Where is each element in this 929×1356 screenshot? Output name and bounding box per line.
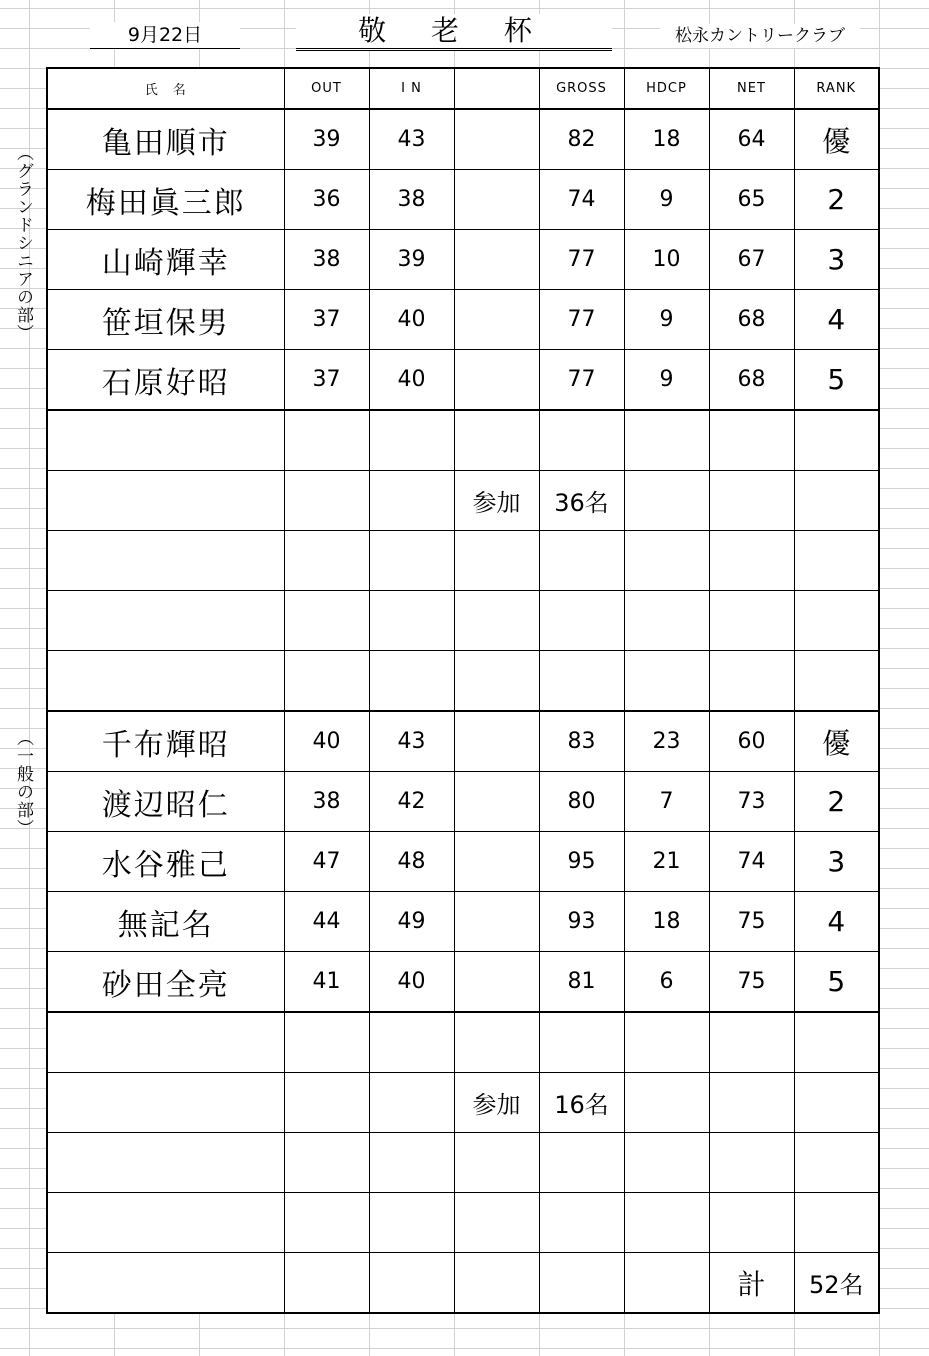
player-name: 砂田全亮 xyxy=(47,952,284,1013)
col-header-net: NET xyxy=(709,68,794,109)
table-row xyxy=(47,832,879,892)
col-header-rank: RANK xyxy=(794,68,879,109)
net-score: 74 xyxy=(709,832,794,892)
participants-row xyxy=(47,1073,879,1133)
rank-value: 3 xyxy=(794,832,879,892)
hdcp-value: 9 xyxy=(624,170,709,230)
gross-score: 77 xyxy=(539,290,624,350)
rank-value: 5 xyxy=(794,952,879,1013)
empty-row xyxy=(47,1193,879,1253)
blank-cell xyxy=(454,350,539,411)
net-score: 68 xyxy=(709,350,794,411)
player-name: 梅田眞三郎 xyxy=(47,170,284,230)
participants-row xyxy=(47,471,879,531)
out-score: 38 xyxy=(284,772,369,832)
event-title: 敬 老 杯 xyxy=(296,14,612,51)
col-header-blank xyxy=(454,68,539,109)
table-row xyxy=(47,952,879,1013)
blank-cell xyxy=(454,170,539,230)
table-row xyxy=(47,109,879,170)
out-score: 47 xyxy=(284,832,369,892)
blank-cell xyxy=(454,290,539,350)
blank-cell xyxy=(454,772,539,832)
hdcp-value: 9 xyxy=(624,350,709,411)
in-score: 48 xyxy=(369,832,454,892)
col-header-name: 氏 名 xyxy=(47,68,284,109)
event-date: 9月22日 xyxy=(90,22,240,49)
hdcp-value: 9 xyxy=(624,290,709,350)
participants-count: 36名 xyxy=(539,471,624,531)
empty-row xyxy=(47,591,879,651)
in-score: 43 xyxy=(369,109,454,170)
table-row xyxy=(47,230,879,290)
in-score: 43 xyxy=(369,711,454,772)
col-header-out: OUT xyxy=(284,68,369,109)
hdcp-value: 18 xyxy=(624,109,709,170)
net-score: 60 xyxy=(709,711,794,772)
blank-cell xyxy=(454,892,539,952)
rank-value: 5 xyxy=(794,350,879,411)
player-name: 笹垣保男 xyxy=(47,290,284,350)
out-score: 39 xyxy=(284,109,369,170)
out-score: 37 xyxy=(284,350,369,411)
header-row xyxy=(47,68,879,109)
out-score: 37 xyxy=(284,290,369,350)
empty-row xyxy=(47,1012,879,1073)
net-score: 68 xyxy=(709,290,794,350)
in-score: 40 xyxy=(369,350,454,411)
table-row xyxy=(47,290,879,350)
player-name: 千布輝昭 xyxy=(47,711,284,772)
empty-row xyxy=(47,410,879,471)
player-name: 山崎輝幸 xyxy=(47,230,284,290)
empty-row xyxy=(47,531,879,591)
gross-score: 77 xyxy=(539,350,624,411)
rank-value: 2 xyxy=(794,170,879,230)
section-label-grand-senior: （グランドシニアの部） xyxy=(13,144,33,342)
player-name: 無記名 xyxy=(47,892,284,952)
player-name: 水谷雅己 xyxy=(47,832,284,892)
out-score: 40 xyxy=(284,711,369,772)
in-score: 40 xyxy=(369,952,454,1013)
net-score: 75 xyxy=(709,892,794,952)
in-score: 40 xyxy=(369,290,454,350)
blank-cell xyxy=(454,952,539,1013)
net-score: 75 xyxy=(709,952,794,1013)
club-name: 松永カントリークラブ xyxy=(660,24,860,48)
in-score: 49 xyxy=(369,892,454,952)
table-row xyxy=(47,711,879,772)
gross-score: 83 xyxy=(539,711,624,772)
table-row xyxy=(47,772,879,832)
table-row xyxy=(47,892,879,952)
col-header-gross: GROSS xyxy=(539,68,624,109)
net-score: 67 xyxy=(709,230,794,290)
player-name: 亀田順市 xyxy=(47,109,284,170)
gross-score: 81 xyxy=(539,952,624,1013)
rank-value: 4 xyxy=(794,892,879,952)
in-score: 39 xyxy=(369,230,454,290)
table-row xyxy=(47,170,879,230)
gross-score: 93 xyxy=(539,892,624,952)
rank-value: 2 xyxy=(794,772,879,832)
total-row xyxy=(47,1253,879,1314)
hdcp-value: 18 xyxy=(624,892,709,952)
total-label: 計 xyxy=(709,1253,794,1314)
out-score: 41 xyxy=(284,952,369,1013)
blank-cell xyxy=(454,711,539,772)
hdcp-value: 21 xyxy=(624,832,709,892)
rank-value: 4 xyxy=(794,290,879,350)
net-score: 65 xyxy=(709,170,794,230)
player-name: 石原好昭 xyxy=(47,350,284,411)
participants-label: 参加 xyxy=(454,1073,539,1133)
blank-cell xyxy=(454,230,539,290)
net-score: 64 xyxy=(709,109,794,170)
blank-cell xyxy=(454,832,539,892)
rank-value: 3 xyxy=(794,230,879,290)
gross-score: 74 xyxy=(539,170,624,230)
gross-score: 77 xyxy=(539,230,624,290)
blank-cell xyxy=(454,109,539,170)
participants-label: 参加 xyxy=(454,471,539,531)
hdcp-value: 23 xyxy=(624,711,709,772)
section-label-general: （一般の部） xyxy=(13,729,33,837)
gross-score: 80 xyxy=(539,772,624,832)
total-value: 52名 xyxy=(794,1253,879,1314)
net-score: 73 xyxy=(709,772,794,832)
out-score: 36 xyxy=(284,170,369,230)
out-score: 44 xyxy=(284,892,369,952)
hdcp-value: 6 xyxy=(624,952,709,1013)
hdcp-value: 10 xyxy=(624,230,709,290)
gross-score: 95 xyxy=(539,832,624,892)
gross-score: 82 xyxy=(539,109,624,170)
col-header-hdcp: HDCP xyxy=(624,68,709,109)
rank-value: 優 xyxy=(794,109,879,170)
results-table xyxy=(46,67,880,1314)
out-score: 38 xyxy=(284,230,369,290)
participants-count: 16名 xyxy=(539,1073,624,1133)
hdcp-value: 7 xyxy=(624,772,709,832)
in-score: 38 xyxy=(369,170,454,230)
empty-row xyxy=(47,1133,879,1193)
table-row xyxy=(47,350,879,411)
col-header-in: I N xyxy=(369,68,454,109)
empty-row xyxy=(47,651,879,712)
player-name: 渡辺昭仁 xyxy=(47,772,284,832)
rank-value: 優 xyxy=(794,711,879,772)
in-score: 42 xyxy=(369,772,454,832)
